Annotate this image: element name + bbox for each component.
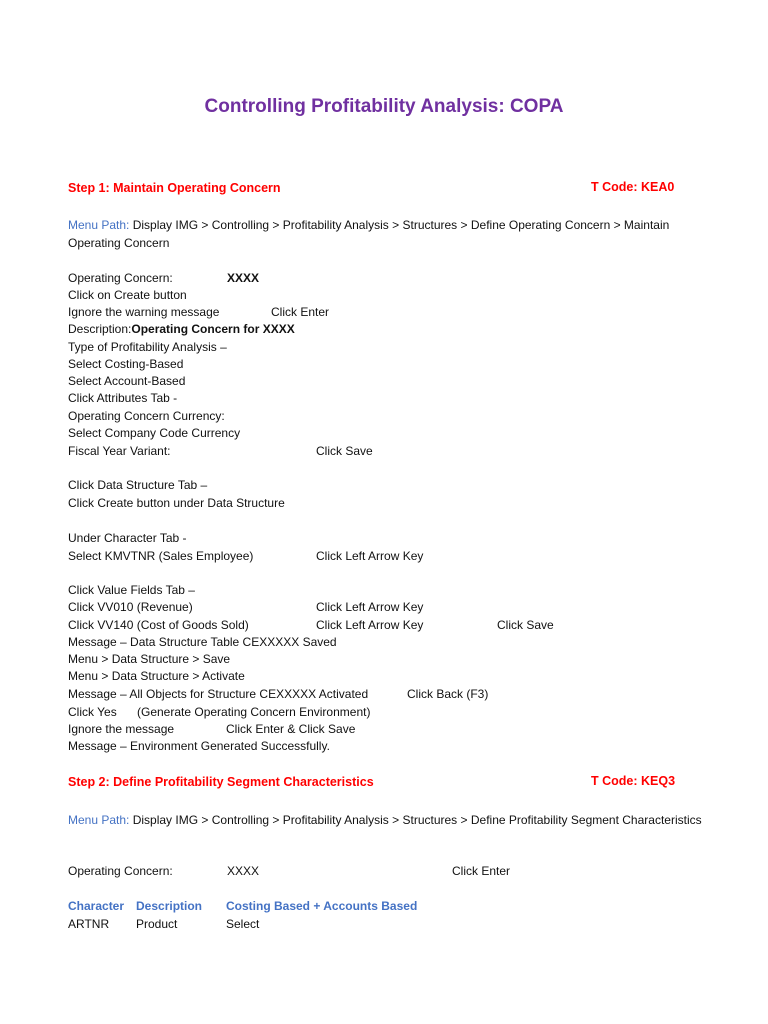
vv140-line: Click VV140 (Cost of Goods Sold) (68, 618, 249, 632)
click-save-instruction: Click Save (316, 444, 373, 458)
menu-path-label-2: Menu Path: (68, 813, 130, 827)
value-fields-tab-line: Click Value Fields Tab – (68, 583, 195, 597)
click-back-instruction: Click Back (F3) (407, 687, 489, 701)
step2-menu-path (68, 811, 708, 829)
menu-save-line: Menu > Data Structure > Save (68, 652, 231, 666)
step1-heading: Step 1: Maintain Operating Concern (68, 181, 281, 195)
click-enter-instruction-2: Click Enter (452, 864, 511, 878)
step2-heading: Step 2: Define Profitability Segment Characteristics (68, 775, 374, 789)
msg-saved-line: Message – Data Structure Table CEXXXXX Saved (68, 635, 337, 649)
msg-activated-line: Message – All Objects for Structure CEXXXXX Activated (68, 687, 369, 701)
table-header-character: Character (68, 899, 125, 913)
vv010-line: Click VV010 (Revenue) (68, 600, 193, 614)
menu-path-text-2: Display IMG > Controlling > Profitability Analysis > Structures > Define Profitability Segment Characteristics (129, 813, 702, 827)
table-cell-description: Product (136, 917, 178, 931)
create-button-instruction: Click on Create button (68, 288, 187, 302)
table-header-description: Description (136, 899, 203, 913)
generate-env-line: (Generate Operating Concern Environment) (137, 705, 371, 719)
click-enter-instruction: Click Enter (271, 305, 330, 319)
table-cell-character: ARTNR (68, 917, 110, 931)
fiscal-variant-line: Fiscal Year Variant: (68, 444, 171, 458)
step1-tcode: T Code: KEA0 (591, 180, 675, 194)
description-value: Operating Concern for XXXX (131, 322, 295, 336)
type-pa-line: Type of Profitability Analysis – (68, 340, 227, 354)
click-save-instruction-2: Click Save (497, 618, 554, 632)
menu-activate-line: Menu > Data Structure > Activate (68, 669, 245, 683)
op-concern-label: Operating Concern: (68, 271, 173, 285)
op-concern-label-2: Operating Concern: (68, 864, 173, 878)
page-title: Controlling Profitability Analysis: COPA (204, 96, 564, 117)
oc-currency-line: Operating Concern Currency: (68, 409, 225, 423)
char-tab-line: Under Character Tab - (68, 531, 187, 545)
select-costing-line: Select Costing-Based (68, 357, 184, 371)
select-kmvtnr-line: Select KMVTNR (Sales Employee) (68, 549, 254, 563)
step1-menu-path (68, 216, 708, 252)
table-cell-costing: Select (226, 917, 260, 931)
step2-tcode: T Code: KEQ3 (591, 774, 676, 788)
menu-path-text: Display IMG > Controlling > Profitability Analysis > Structures > Define Operating Concern > Maintain Operating Concern (68, 218, 670, 250)
attributes-tab-line: Click Attributes Tab - (68, 391, 178, 405)
left-arrow-instruction-2: Click Left Arrow Key (316, 600, 424, 614)
data-structure-tab-line: Click Data Structure Tab – (68, 478, 208, 492)
menu-path-label: Menu Path: (68, 218, 130, 232)
msg-generated-line: Message – Environment Generated Successfully. (68, 739, 330, 753)
click-yes-line: Click Yes (68, 705, 117, 719)
op-concern-value-2: XXXX (227, 864, 260, 878)
left-arrow-instruction: Click Left Arrow Key (316, 549, 424, 563)
ignore-warning-instruction: Ignore the warning message (68, 305, 220, 319)
description-line (68, 321, 295, 338)
left-arrow-instruction-3: Click Left Arrow Key (316, 618, 424, 632)
company-code-currency-line: Select Company Code Currency (68, 426, 241, 440)
table-header-costing: Costing Based + Accounts Based (226, 899, 418, 913)
enter-save-instruction: Click Enter & Click Save (226, 722, 356, 736)
description-label: Description: (68, 322, 132, 336)
ignore-msg-line: Ignore the message (68, 722, 175, 736)
create-under-ds-line: Click Create button under Data Structure (68, 496, 285, 510)
op-concern-value: XXXX (227, 271, 260, 285)
select-account-line: Select Account-Based (68, 374, 186, 388)
